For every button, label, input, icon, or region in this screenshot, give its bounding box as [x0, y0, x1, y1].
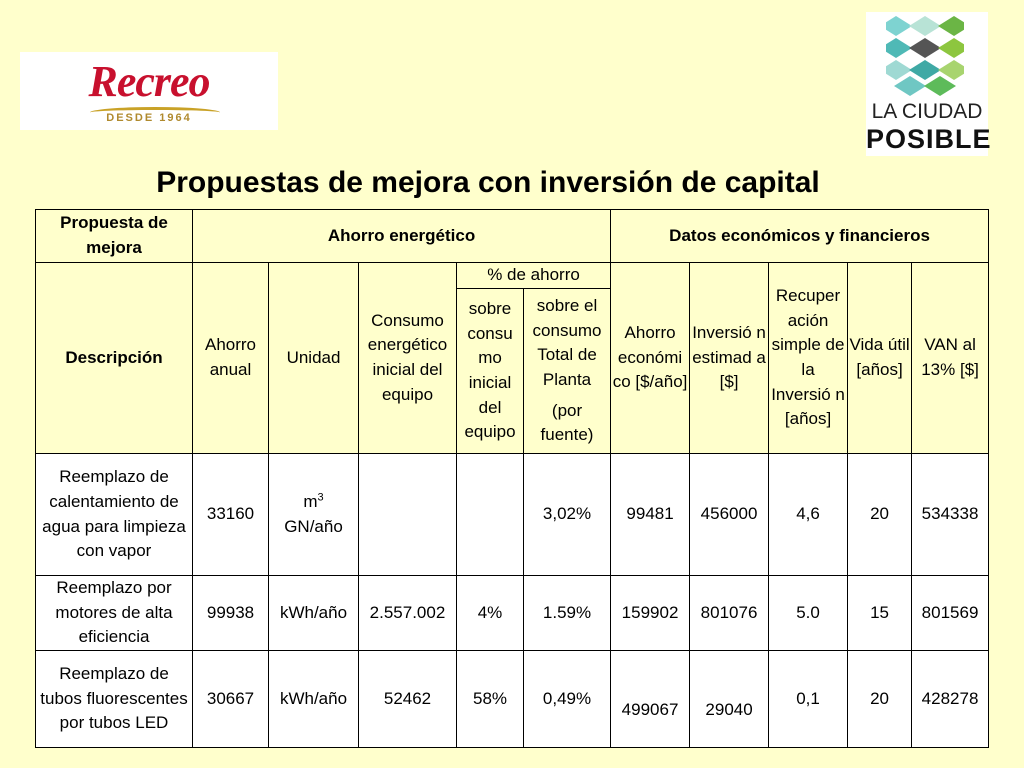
row-consumo-inicial: 2.557.002: [359, 576, 457, 651]
row-van: 428278: [912, 650, 989, 747]
row-recuperacion: 0,1: [769, 650, 848, 747]
row-unidad: kWh/año: [269, 650, 359, 747]
recreo-logo: [20, 52, 278, 130]
row-unidad-rest: GN/año: [284, 516, 343, 536]
row-vida-util: 20: [848, 650, 912, 747]
row-pct-total: 1.59%: [524, 576, 611, 651]
header-propuesta: Propuesta de mejora: [36, 210, 193, 263]
recreo-logo-name: Recreo: [88, 57, 210, 106]
header-pct-ahorro: % de ahorro: [457, 263, 611, 289]
row-unidad: kWh/año: [269, 576, 359, 651]
row-unidad-sup: 3: [317, 491, 324, 504]
header-descripcion: Descripción: [36, 263, 193, 454]
table-row: [36, 576, 989, 651]
row-ahorro-anual: 33160: [193, 454, 269, 576]
row-inversion: 801076: [690, 576, 769, 651]
header-ahorro-economico: Ahorro económi co [$/año]: [611, 263, 690, 454]
header-sobre-consumo-total: [524, 289, 611, 454]
improvement-proposals-table: [35, 209, 989, 748]
la-ciudad-posible-logo: [866, 12, 992, 156]
header-ahorro-energetico: Ahorro energético: [193, 210, 611, 263]
row-ahorro-anual: 99938: [193, 576, 269, 651]
header-consumo-inicial: Consumo energético inicial del equipo: [359, 263, 457, 454]
table-row: [36, 650, 989, 747]
row-recuperacion: 4,6: [769, 454, 848, 576]
table-row: [36, 454, 989, 576]
row-pct-inicial: 4%: [457, 576, 524, 651]
ciudad-cube-icon: [886, 16, 964, 100]
row-unidad: [269, 454, 359, 576]
header-datos-economicos: Datos económicos y financieros: [611, 210, 989, 263]
row-consumo-inicial: 52462: [359, 650, 457, 747]
header-por-fuente: (por fuente): [540, 400, 594, 445]
row-descripcion: Reemplazo de tubos fluorescentes por tubos LED: [36, 650, 193, 747]
ciudad-logo-line2: POSIBLE: [866, 124, 992, 154]
header-sobre-consumo-total-text: sobre el consumo Total de Planta: [532, 296, 602, 389]
row-ahorro-economico: 499067: [611, 650, 690, 747]
header-inversion-estimada: Inversió n estimad a [$]: [690, 263, 769, 454]
row-ahorro-economico: 159902: [611, 576, 690, 651]
header-sobre-consumo-inicial: sobre consu mo inicial del equipo: [457, 289, 524, 454]
row-pct-total: 3,02%: [524, 454, 611, 576]
row-pct-inicial: 58%: [457, 650, 524, 747]
ciudad-logo-line1: LA CIUDAD: [871, 100, 983, 123]
header-van: VAN al 13% [$]: [912, 263, 989, 454]
row-descripcion: Reemplazo por motores de alta eficiencia: [36, 576, 193, 651]
row-pct-total: 0,49%: [524, 650, 611, 747]
row-descripcion: Reemplazo de calentamiento de agua para limpieza con vapor: [36, 454, 193, 576]
row-ahorro-anual: 30667: [193, 650, 269, 747]
row-inversion: 29040: [690, 650, 769, 747]
row-recuperacion: 5.0: [769, 576, 848, 651]
row-vida-util: 15: [848, 576, 912, 651]
row-consumo-inicial: [359, 454, 457, 576]
row-inversion: 456000: [690, 454, 769, 576]
header-recuperacion: Recuper ación simple de la Inversió n [años]: [769, 263, 848, 454]
header-ahorro-anual: Ahorro anual: [193, 263, 269, 454]
recreo-logo-tagline: DESDE 1964: [106, 112, 192, 124]
header-unidad: Unidad: [269, 263, 359, 454]
row-van: 534338: [912, 454, 989, 576]
row-ahorro-economico: 99481: [611, 454, 690, 576]
row-pct-inicial: [457, 454, 524, 576]
row-unidad-base: m: [303, 491, 318, 511]
header-vida-util: Vida útil [años]: [848, 263, 912, 454]
row-vida-util: 20: [848, 454, 912, 576]
page-title: Propuestas de mejora con inversión de capital: [156, 166, 820, 199]
row-van: 801569: [912, 576, 989, 651]
